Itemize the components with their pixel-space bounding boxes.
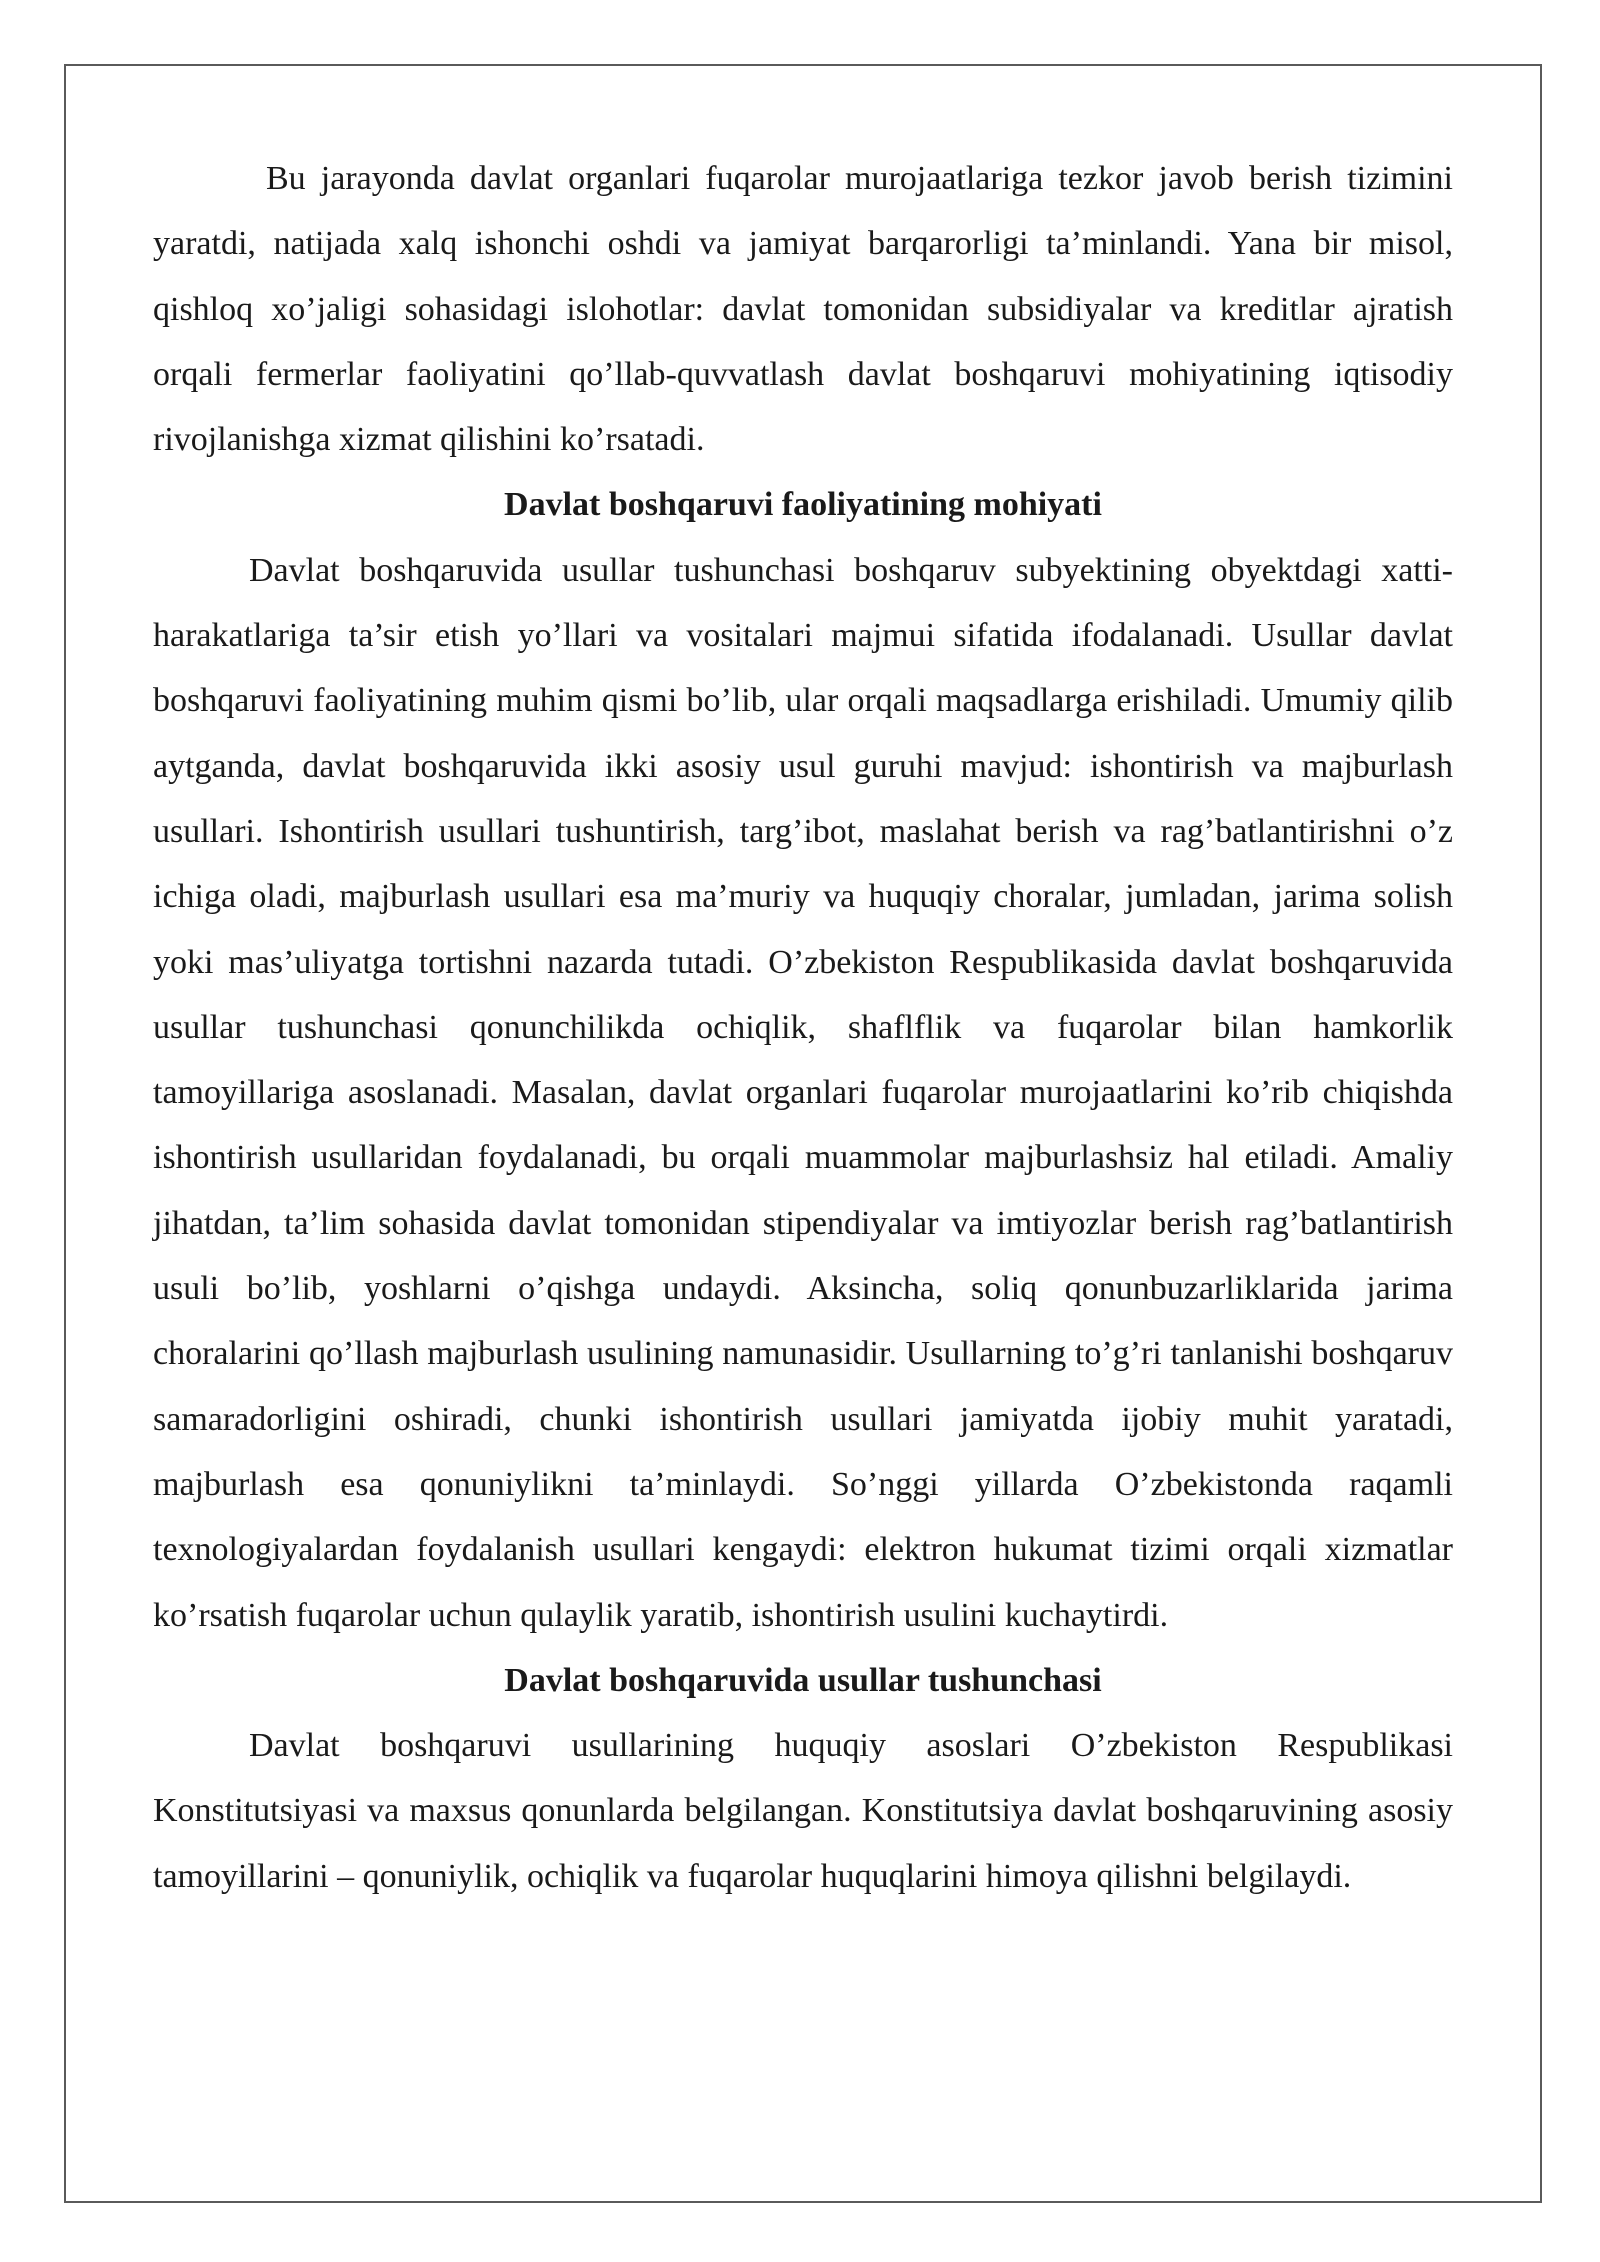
paragraph-methods: Davlat boshqaruvida usullar tushunchasi boshqaruv subyektining obyektdagi xatti-harakatlariga ta’sir etish yo’llari va vositalari majmui sifatida ifodalanadi. Usullar davlat boshqaruvi faoliyatining muhim qismi bo’lib, ular orqali maqsadlarga erishiladi. Umumiy qilib aytganda, davlat boshqaruvida ikki asosiy usul guruhi mavjud: ishontirish va majburlash usullari. Ishontirish usullari tushuntirish, targ’ibot, maslahat berish va rag’batlantirishni o’z ichiga oladi, majburlash usullari esa ma’muriy va huquqiy choralar, jumladan, jarima solish yoki mas’uliyatga tortishni nazarda tutadi. O’zbekiston Respublikasida davlat boshqaruvida usullar tushunchasi qonunchilikda ochiqlik, shaflflik va fuqarolar bilan hamkorlik tamoyillariga asoslanadi. Masalan, davlat organlari fuqarolar murojaatlarini ko’rib chiqishda ishontirish usullaridan foydalanadi, bu orqali muammolar majburlashsiz hal etiladi. Amaliy jihatdan, ta’lim sohasida davlat tomonidan stipendiyalar va imtiyozlar berish rag’batlantirish usuli bo’lib, yoshlarni o’qishga undaydi. Aksincha, soliq qonunbuzarliklarida jarima choralarini qo’llash majburlash usulining namunasidir. Usullarning to’g’ri tanlanishi boshqaruv samaradorligini oshiradi, chunki ishontirish usullari jamiyatda ijobiy muhit yaratadi, majburlash esa qonuniylikni ta’minlaydi. So’nggi yillarda O’zbekistonda raqamli texnologiyalardan foydalanish usullari kengaydi: elektron hukumat tizimi orqali xizmatlar ko’rsatish fuqarolar uchun qulaylik yaratib, ishontirish usulini kuchaytirdi.: [153, 551, 1453, 1634]
paragraph-legal-basis: Davlat boshqaruvi usullarining huquqiy asoslari O’zbekiston Respublikasi Konstitutsiyasi va maxsus qonunlarda belgilangan. Konstitutsiya davlat boshqaruvining asosiy tamoyillarini – qonuniylik, ochiqlik va fuqarolar huquqlarini himoya qilishni belgilaydi.: [153, 1727, 1453, 1895]
section-heading-essence: Davlat boshqaruvi faoliyatining mohiyati: [504, 486, 1102, 524]
section-heading-methods: Davlat boshqaruvida usullar tushunchasi: [504, 1661, 1102, 1699]
document-body: [153, 146, 1453, 1909]
paragraph-intro: Bu jarayonda davlat organlari fuqarolar murojaatlariga tezkor javob berish tizimini yaratdi, natijada xalq ishonchi oshdi va jamiyat barqarorligi ta’minlandi. Yana bir misol, qishloq xo’jaligi sohasidagi islohotlar: davlat tomonidan subsidiyalar va kreditlar ajratish orqali fermerlar faoliyatini qo’llab-quvvatlash davlat boshqaruvi mohiyatining iqtisodiy rivojlanishga xizmat qilishini ko’rsatadi.: [153, 160, 1453, 459]
